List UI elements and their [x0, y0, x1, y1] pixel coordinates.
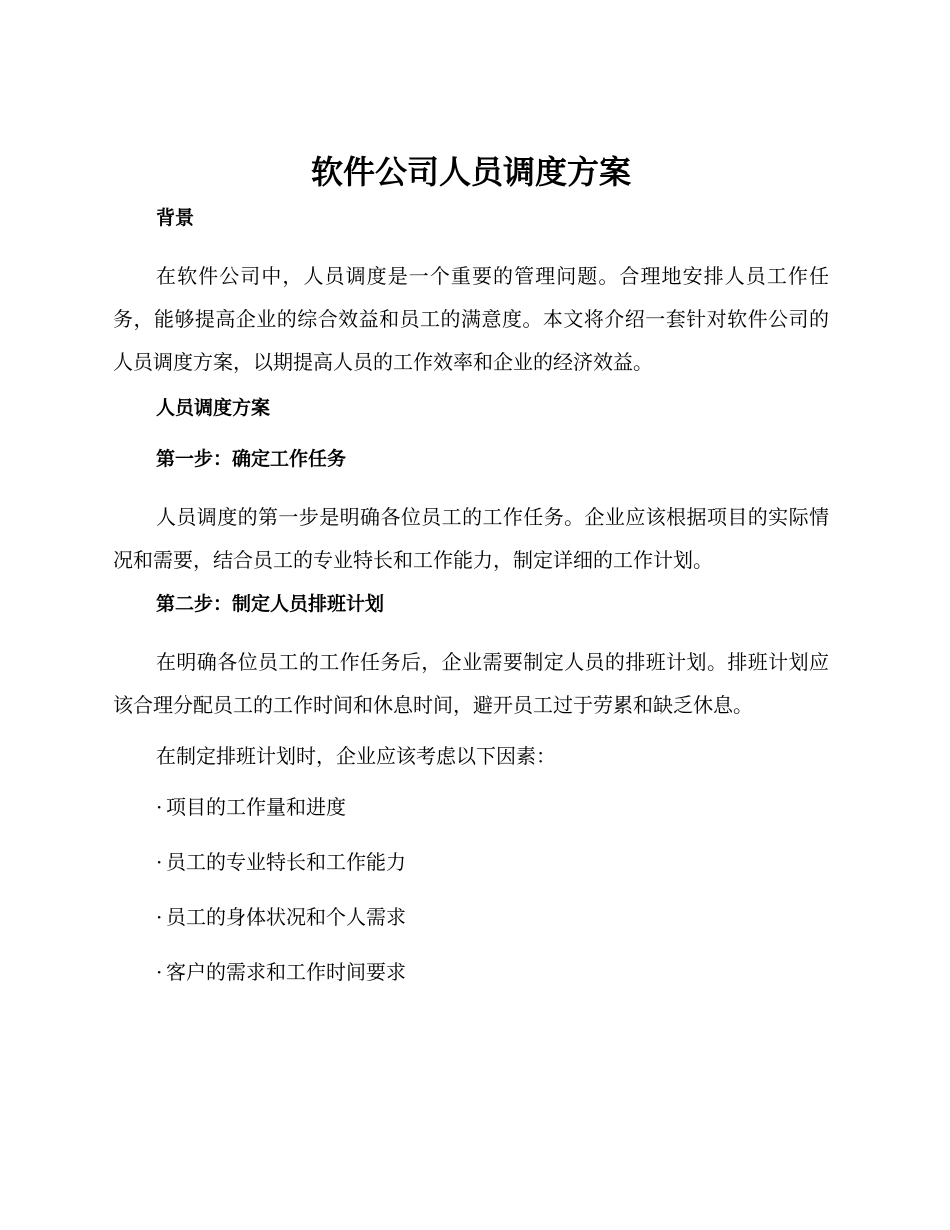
list-item	[113, 951, 829, 994]
section-heading-step1: 第一步：确定工作任务	[156, 448, 347, 470]
paragraph-factors-intro: 在制定排班计划时，企业应该考虑以下因素：	[156, 744, 556, 768]
section-heading-plan: 人员调度方案	[156, 397, 271, 419]
document-page	[113, 150, 829, 1006]
list-item	[113, 786, 829, 829]
list-item-text: 项目的工作量和进度	[166, 795, 346, 819]
bullet-icon: ·	[156, 795, 163, 819]
list-item	[113, 896, 829, 939]
list-item-text: 员工的身体状况和个人需求	[166, 905, 406, 929]
document-title: 软件公司人员调度方案	[310, 153, 631, 191]
paragraph-step1: 人员调度的第一步是明确各位员工的工作任务。企业应该根据项目的实际情况和需要，结合员工的专业特长和工作能力，制定详细的工作计划。	[113, 505, 829, 572]
list-item	[113, 841, 829, 884]
paragraph-background: 在软件公司中，人员调度是一个重要的管理问题。合理地安排人员工作任务，能够提高企业的综合效益和员工的满意度。本文将介绍一套针对软件公司的人员调度方案，以期提高人员的工作效率和企业的经济效益。	[113, 264, 829, 374]
paragraph-step2: 在明确各位员工的工作任务后，企业需要制定人员的排班计划。排班计划应该合理分配员工的工作时间和休息时间，避开员工过于劳累和缺乏休息。	[113, 650, 829, 717]
bullet-icon: ·	[156, 905, 163, 929]
section-heading-step2: 第二步：制定人员排班计划	[156, 593, 385, 615]
section-heading-background: 背景	[156, 207, 195, 229]
list-item-text: 客户的需求和工作时间要求	[166, 960, 406, 984]
list-item-text: 员工的专业特长和工作能力	[166, 850, 406, 874]
bullet-icon: ·	[156, 850, 163, 874]
bullet-icon: ·	[156, 960, 163, 984]
